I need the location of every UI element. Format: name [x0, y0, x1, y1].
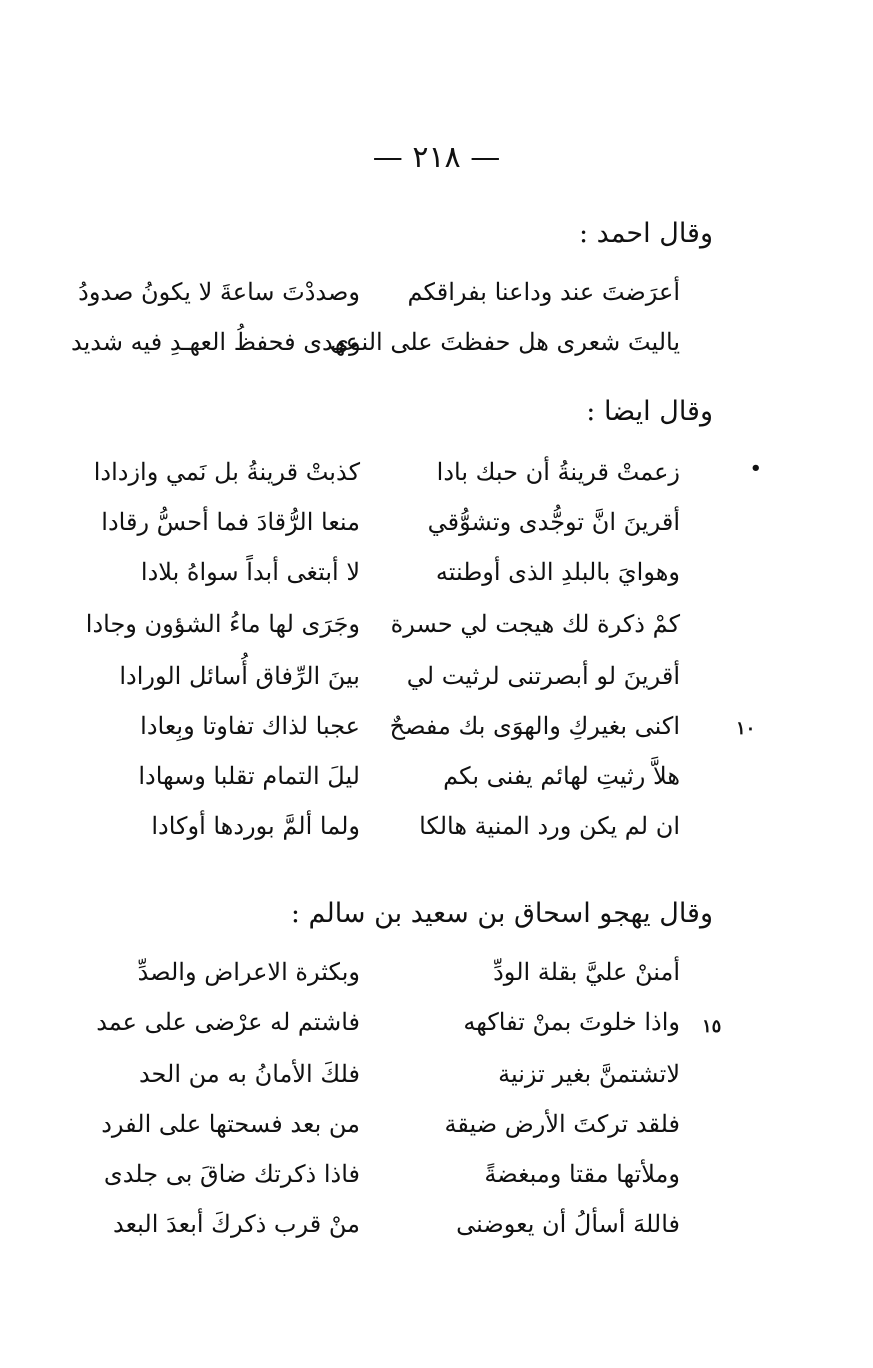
first-hemistich: زعمتْ قرينةُ أن حبك بادا [436, 458, 680, 486]
verse-line [80, 1110, 680, 1162]
second-hemistich: بينَ الرِّفاق أُسائل الورادا [119, 662, 360, 690]
second-hemistich: عهدى فحفظُ العهـدِ فيه شديد [71, 328, 360, 356]
margin-bullet-mark: • [750, 458, 762, 479]
verse-line [80, 1060, 680, 1112]
second-hemistich: فلكَ الأمانُ به من الحد [138, 1060, 360, 1088]
verse-line [80, 458, 680, 510]
verse-line [80, 278, 680, 330]
second-hemistich: ليلَ التمام تقلبا وسهادا [138, 762, 360, 790]
verse-line [80, 610, 680, 662]
first-hemistich: أمننْ عليَّ بقلة الودِّ [493, 958, 680, 986]
verse-line [80, 1210, 680, 1262]
section-heading: وقال احمد : [578, 218, 713, 249]
page-number: — ٢١٨ — [372, 140, 501, 175]
first-hemistich: ان لم يكن ورد المنية هالكا [419, 812, 680, 840]
verse-line [71, 328, 680, 380]
second-hemistich: وبكثرة الاعراض والصدِّ [137, 958, 360, 986]
verse-line [80, 558, 680, 610]
first-hemistich: وملأتها مقتا ومبغضةً [484, 1160, 680, 1188]
verse-line [80, 812, 680, 864]
margin-line-number: ١٥ [702, 1016, 722, 1037]
first-hemistich: كمْ ذكرة لك هيجت لي حسرة [390, 610, 680, 638]
second-hemistich: منْ قرب ذكركَ أبعدَ البعد [112, 1210, 360, 1238]
first-hemistich: ياليتَ شعرى هل حفظتَ على النوى [330, 328, 680, 356]
second-hemistich: وصددْتَ ساعةَ لا يكونُ صدودُ [78, 278, 360, 306]
second-hemistich: لا أبتغى أبداً سواهُ بلادا [140, 558, 360, 586]
first-hemistich: أقرينَ لو أبصرتنى لرثيت لي [406, 662, 680, 690]
verse-line [80, 662, 680, 714]
verse-line [80, 508, 680, 560]
first-hemistich: فلقد تركتَ الأرض ضيقة [444, 1110, 680, 1138]
second-hemistich: ولما ألمَّ بوردها أوكادا [151, 812, 360, 840]
section-heading: وقال ايضا : [586, 396, 713, 427]
second-hemistich: وجَرَى لها ماءُ الشؤون وجادا [85, 610, 360, 638]
verse-line [80, 712, 680, 764]
second-hemistich: من بعد فسحتها على الفرد [101, 1110, 360, 1138]
first-hemistich: أعرَضتَ عند وداعنا بفراقكم [407, 278, 680, 306]
second-hemistich: كذبتْ قرينةُ بل نَمي وازدادا [93, 458, 360, 486]
verse-line [80, 1160, 680, 1212]
first-hemistich: وهوايَ بالبلدِ الذى أوطنته [435, 558, 680, 586]
section-heading: وقال يهجو اسحاق بن سعيد بن سالم : [290, 898, 713, 929]
first-hemistich: فاللهَ أسألُ أن يعوضنى [456, 1210, 680, 1238]
first-hemistich: واذا خلوتَ بمنْ تفاكهه [463, 1008, 680, 1036]
first-hemistich: هلاَّ رثيتِ لهائم يفنى بكم [443, 762, 680, 790]
second-hemistich: منعا الرُّقادَ فما أحسُّ رقادا [101, 508, 360, 536]
verse-line [80, 1008, 680, 1060]
first-hemistich: أقرينَ انَّ توجُّدى وتشوُّقي [427, 508, 680, 536]
second-hemistich: فاشتم له عرْضى على عمد [96, 1008, 360, 1036]
verse-line [80, 762, 680, 814]
first-hemistich: اكنى بغيركِ والهوَى بك مفصحٌ [389, 712, 680, 740]
second-hemistich: فاذا ذكرتك ضاقَ بى جلدى [103, 1160, 360, 1188]
verse-line [80, 958, 680, 1010]
second-hemistich: عجبا لذاك تفاوتا وبِعادا [140, 712, 360, 740]
margin-line-number: ١٠ [736, 718, 756, 739]
first-hemistich: لاتشتمنَّ بغير تزنية [498, 1060, 680, 1088]
